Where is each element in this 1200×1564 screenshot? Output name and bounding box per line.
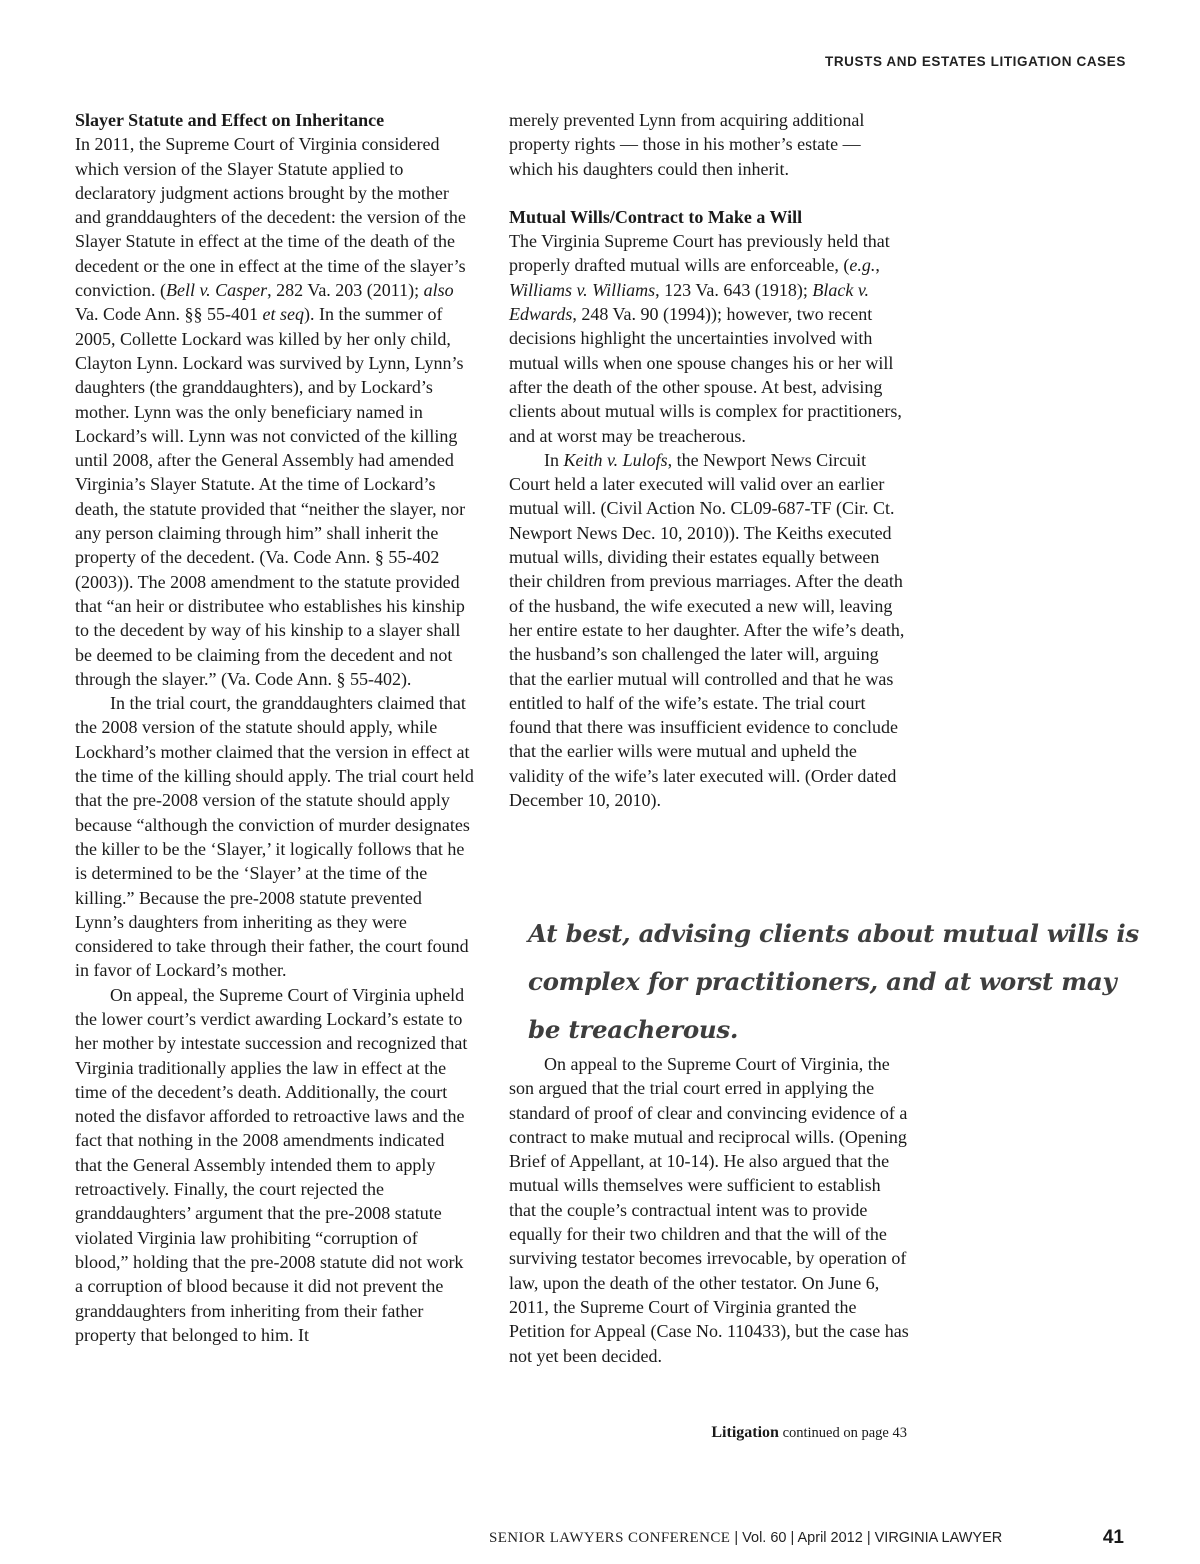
continued-note	[711, 1424, 907, 1442]
right-column	[509, 108, 909, 812]
text-run: , 248 Va. 90 (1994)); however, two recent decisions highlight the uncertainties involved with mutual wills when one spouse changes his or her will after the death of the other spouse. At best, advising clients about mutual wills is complex for practitioners, and at worst may be treacherous.	[509, 304, 902, 446]
paragraph: On appeal, the Supreme Court of Virginia upheld the lower court’s verdict awarding Lockard’s estate to her mother by intestate succession and recognized that Virginia traditionally applies the law in effect at the time of the decedent’s death. Additionally, the court noted the disfavor afforded to retroactive laws and the fact that nothing in the 2008 amendments indicated that the General Assembly intended them to apply retroactively. Finally, the court rejected the granddaughters’ argument that the pre-2008 statute violated Virginia law prohibiting “corruption of blood,” holding that the pre-2008 statute did not work a corruption of blood because it did not prevent the granddaughters from inheriting from their father property that belonged to him. It	[75, 984, 468, 1345]
paragraph: On appeal to the Supreme Court of Virginia, the son argued that the trial court erred in applying the standard of proof of clear and convincing evidence of a contract to make mutual and reciprocal wills. (Opening Brief of Appellant, at 10-14). He also argued that the mutual wills themselves were sufficient to establish that the couple’s contractual intent was to provide equally for their two children and that the will of the surviving testator becomes irrevocable, by operation of law, upon the death of the other testator. On June 6, 2011, the Supreme Court of Virginia granted the Petition for Appeal (Case No. 110433), but the case has not yet been decided.	[509, 1054, 909, 1366]
text-run: e.g.	[849, 255, 876, 276]
section-heading-mutual-wills: Mutual Wills/Contract to Make a Will	[509, 206, 803, 227]
footer-date: April 2012	[797, 1530, 863, 1546]
text-run: et seq	[262, 304, 304, 325]
page-footer	[489, 1530, 1002, 1547]
left-column	[75, 108, 475, 1347]
footer-separator: |	[862, 1530, 875, 1546]
pull-quote: At best, advising clients about mutual wills is complex for practitioners, and at worst may be treacherous.	[528, 919, 1139, 1044]
text-run: also	[423, 280, 454, 301]
footer-separator: |	[730, 1530, 743, 1546]
running-head: TRUSTS AND ESTATES LITIGATION CASES	[824, 54, 1126, 69]
text-run: In	[544, 449, 564, 470]
footer-publication: VIRGINIA LAWYER	[874, 1530, 1003, 1546]
case-citation: Black v. Edwards	[509, 279, 869, 325]
section-heading-slayer-statute: Slayer Statute and Effect on Inheritance	[75, 110, 385, 130]
case-citation: Keith v. Lulofs	[563, 449, 668, 470]
text-run: In 2011, the Supreme Court of Virginia considered which version of the Slayer Statute applied to declaratory judgment actions brought by the mother and granddaughters of the decedent: the version of the Slayer Statute in effect at the time of the death of the decedent or the one in effect at the time of the slayer’s conviction. (	[75, 134, 466, 301]
continued-label: Litigation	[711, 1424, 779, 1441]
page-number: 41	[1102, 1527, 1124, 1548]
paragraph: merely prevented Lynn from acquiring additional property rights — those in his mother’s estate — which his daughters could then inherit.	[509, 110, 865, 179]
right-column-lower	[509, 1052, 909, 1368]
text-run: ). In the summer of 2005, Collette Lockard was killed by her only child, Clayton Lynn. Lockard was survived by Lynn, Lynn’s daughters (the granddaughters), and by Lockard’s mother. Lynn was the only beneficiary named in Lockard’s will. Lynn was not convicted of the killing until 2008, after the General Assembly had amended Virginia’s Slayer Statute. At the time of Lockard’s death, the statute provided that “neither the slayer, nor any person claiming through him” shall inherit the property of the decedent. (Va. Code Ann. § 55-402 (2003)). The 2008 amendment to the statute provided that “an heir or distributee who establishes his kinship to the decedent by way of his kinship to a slayer shall be deemed to be claiming from the decedent and not through the slayer.” (Va. Code Ann. § 55-402).	[75, 304, 466, 689]
footer-conference: SENIOR LAWYERS CONFERENCE	[489, 1530, 731, 1546]
paragraph: In the trial court, the granddaughters claimed that the 2008 version of the statute should apply, while Lockhard’s mother claimed that the version in effect at the time of the killing should apply. The trial court held that the pre-2008 version of the statute should apply because “although the conviction of murder designates the killer to be the ‘Slayer,’ it logically follows that he is determined to be the ‘Slayer’ at the time of the killing.” Because the pre-2008 statute prevented Lynn’s daughters from inheriting as they were considered to take through their father, the court found in favor of Lockard’s mother.	[75, 693, 474, 981]
case-citation: Williams v. Williams	[509, 279, 656, 300]
text-run: , 282 Va. 203 (2011);	[267, 280, 424, 301]
case-citation: Bell v. Casper	[165, 280, 268, 301]
footer-volume: Vol. 60	[742, 1530, 787, 1546]
text-run: , the Newport News Circuit Court held a later executed will valid over an earlier mutual will. (Civil Action No. CL09-687-TF (Cir. Ct. Newport News Dec. 10, 2010)). The Keiths executed mutual wills, dividing their estates equally between their children from previous marriages. After the death of the husband, the wife executed a new will, leaving her entire estate to her daughter. After the wife’s death, the husband’s son challenged the later will, arguing that the earlier mutual will controlled and that he was entitled to half of the wife’s estate. The trial court found that there was insufficient evidence to conclude that the earlier wills were mutual and upheld the validity of the wife’s later executed will. (Order dated December 10, 2010).	[509, 449, 905, 811]
paragraph	[509, 448, 909, 812]
paragraph	[75, 132, 475, 691]
text-run: The Virginia Supreme Court has previously held that properly drafted mutual wills are enforceable, (	[509, 231, 890, 276]
paragraph	[509, 229, 909, 448]
continued-text: continued on page 43	[778, 1425, 907, 1441]
footer-separator: |	[786, 1530, 798, 1546]
text-run: , 123 Va. 643 (1918);	[655, 279, 813, 300]
text-run: Va. Code Ann. §§ 55-401	[75, 304, 263, 325]
text-run: ,	[875, 255, 880, 276]
